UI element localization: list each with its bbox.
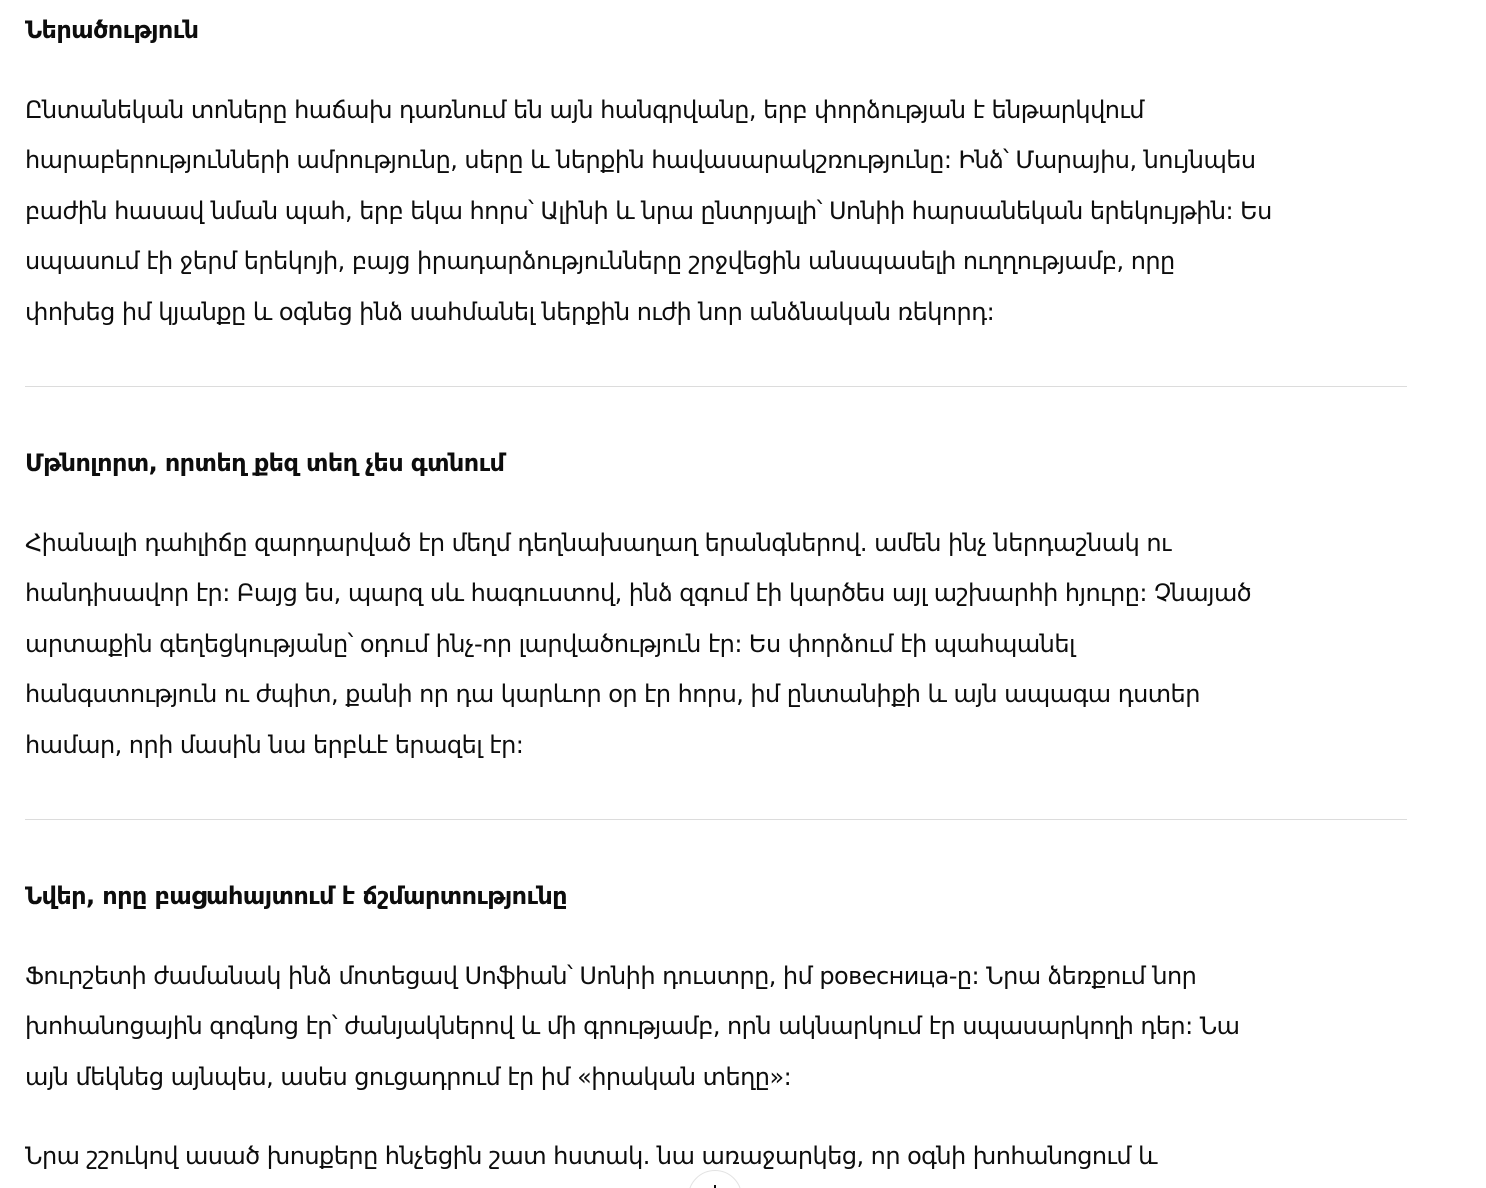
paragraph-line: խոհանոցային գոգնոց էր՝ ժանյակներով և մի գրությամբ, որն ակնարկում էր սպասարկողի դեր: Նա bbox=[25, 1012, 1240, 1041]
section-heading-atmosphere: Մթնոլորտ, որտեղ քեզ տեղ չես գտնում bbox=[25, 449, 505, 477]
paragraph-line: արտաքին գեղեցկությանը՝ օդում ինչ-որ լարվածություն էր: Ես փորձում էի պահպանել bbox=[25, 629, 1075, 658]
section-heading-introduction: Ներածություն bbox=[25, 16, 199, 44]
paragraph bbox=[25, 1131, 1157, 1181]
section-heading-gift: Նվեր, որը բացահայտում է ճշմարտությունը bbox=[25, 882, 567, 910]
paragraph-line: Ֆուրշետի ժամանակ ինձ մոտեցավ Սոֆիան՝ Սոնիի դուստրը, իմ ровесница-ը: Նրա ձեռքում նոր bbox=[25, 962, 1197, 990]
paragraph bbox=[25, 518, 1251, 770]
paragraph-line: հանգստություն ու ժպիտ, քանի որ դա կարևոր օր էր հորս, իմ ընտանիքի և այն ապագա դստեր bbox=[25, 680, 1200, 709]
paragraph bbox=[25, 951, 1239, 1102]
section-divider bbox=[25, 386, 1407, 387]
paragraph-line: հանդիսավոր էր: Բայց ես, պարզ սև հագուստով, ինձ զգում էի կարծես այլ աշխարհի հյուրը: Չնայած bbox=[25, 579, 1252, 608]
section-divider bbox=[25, 819, 1407, 820]
paragraph-line: փոխեց իմ կյանքը և օգնեց ինձ սահմանել ներքին ուժի նոր անձնական ռեկորդ: bbox=[25, 297, 995, 326]
paragraph-line: համար, որի մասին նա երբևէ երազել էր: bbox=[25, 730, 524, 759]
paragraph bbox=[25, 85, 1272, 337]
paragraph-line: Նրա շշուկով ասած խոսքերը հնչեցին շատ հստակ. նա առաջարկեց, որ օգնի խոհանոցում և bbox=[25, 1142, 1158, 1170]
paragraph-line: բաժին հասավ նման պահ, երբ եկա հորս՝ Ալինի և նրա ընտրյալի՝ Սոնիի հարսանեկան երեկույթին: Ես bbox=[25, 196, 1272, 225]
paragraph-line: Հիանալի դահլիճը զարդարված էր մեղմ դեղնախաղաղ երանգներով. ամեն ինչ ներդաշնակ ու bbox=[25, 529, 1171, 557]
paragraph-line: սպասում էի ջերմ երեկոյի, բայց իրադարձությունները շրջվեցին անսպասելի ուղղությամբ, որը bbox=[25, 247, 1175, 276]
paragraph-line: Ընտանեկան տոները հաճախ դառնում են այն հանգրվանը, երբ փորձության է ենթարկվում bbox=[25, 96, 1144, 124]
paragraph-line: այն մեկնեց այնպես, ասես ցուցադրում էր իմ «իրական տեղը»: bbox=[25, 1062, 792, 1091]
paragraph-line: հարաբերությունների ամրությունը, սերը և ներքին հավասարակշռությունը: Ինձ՝ Մարայիս, նույնպես bbox=[25, 146, 1256, 175]
